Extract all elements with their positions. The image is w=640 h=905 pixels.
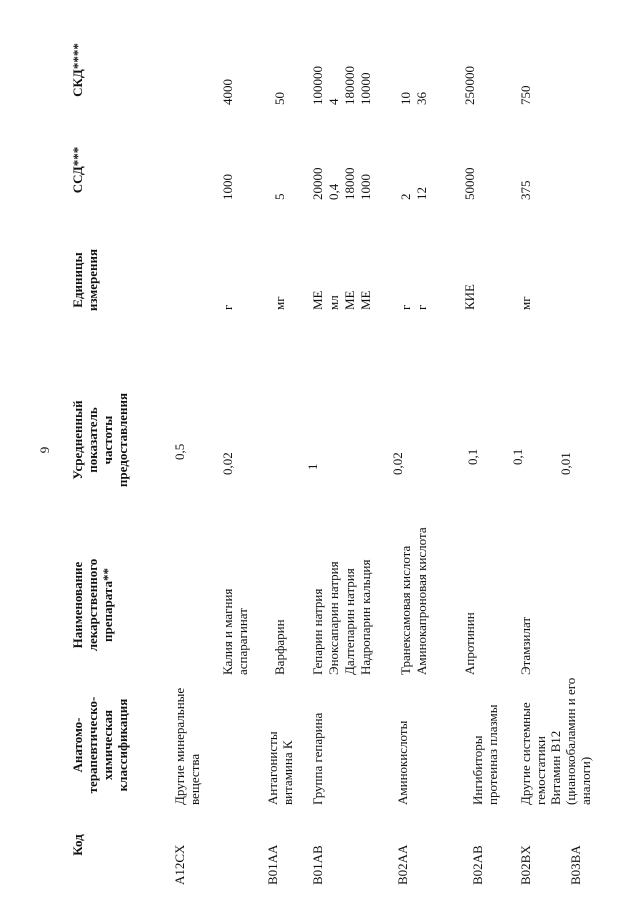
drug-unit: МЕ: [342, 290, 357, 310]
drug-name: Варфарин: [272, 619, 287, 675]
header-ssd: ССД***: [70, 146, 85, 194]
drug-skd: 4000: [220, 79, 235, 105]
drug-skd: 50: [272, 92, 287, 105]
row-code: B02AA: [395, 844, 410, 885]
drug-name: Далтепарин натрия: [342, 568, 357, 675]
row-code: B03BA: [568, 845, 583, 885]
drug-ssd: 2: [398, 193, 413, 200]
drug-name: Эноксапарин натрия: [326, 561, 341, 675]
header-units: Единицы измерения: [70, 248, 100, 312]
drug-ssd: 50000: [462, 167, 477, 200]
drug-ssd: 5: [272, 193, 287, 200]
row-freq: 0,02: [390, 452, 405, 475]
drug-ssd: 375: [518, 180, 533, 200]
header-code: Код: [70, 834, 85, 856]
drug-skd: 180000: [342, 66, 357, 105]
drug-skd: 750: [518, 85, 533, 105]
drug-skd: 250000: [462, 66, 477, 105]
drug-freq: 0,01: [558, 452, 573, 475]
drug-unit: г: [414, 304, 429, 310]
row-freq: 0,1: [510, 448, 525, 465]
drug-skd: 10: [398, 92, 413, 105]
drug-unit: г: [398, 304, 413, 310]
drug-name: Апротинин: [462, 612, 477, 675]
row-atc: Витамин B12 (цианокобаламин и его аналоги): [548, 677, 593, 805]
row-code: B01AA: [265, 844, 280, 885]
drug-name: Этамзилат: [518, 616, 533, 675]
header-atc: Анатомо-терапевтическо-химическая классификация: [70, 696, 130, 794]
header-freq: Усредненный показатель частоты предоставления: [70, 392, 130, 488]
drug-name: Гепарин натрия: [310, 588, 325, 675]
drug-skd: 10000: [358, 72, 373, 105]
drug-ssd: 1000: [358, 174, 373, 200]
drug-name: Транексамовая кислота: [398, 545, 413, 675]
row-atc: Другие системные гемостатики: [518, 702, 548, 805]
row-atc: Группа гепарина: [310, 712, 325, 805]
row-freq: 0,1: [465, 448, 480, 465]
header-skd: СКД****: [70, 43, 85, 97]
row-freq: 1: [305, 463, 320, 470]
drug-unit: МЕ: [358, 290, 373, 310]
drug-unit: мг: [272, 296, 287, 310]
drug-name: Калия и магния аспарагинат: [220, 588, 250, 675]
row-freq: 0,5: [172, 443, 187, 460]
drug-skd: 100000: [310, 66, 325, 105]
drug-unit: КИЕ: [462, 284, 477, 310]
drug-unit: МЕ: [310, 290, 325, 310]
drug-ssd: 12: [414, 187, 429, 200]
page-number: 9: [37, 446, 52, 454]
drug-ssd: 18000: [342, 167, 357, 200]
drug-ssd: 1000: [220, 174, 235, 200]
drug-unit: мл: [326, 295, 341, 310]
drug-freq: 0,02: [220, 452, 235, 475]
row-code: B02BX: [518, 845, 533, 885]
drug-name: Аминокапроновая кислота: [414, 527, 429, 675]
drug-name: Надропарин кальция: [358, 559, 373, 675]
row-code: B02AB: [470, 845, 485, 885]
header-drug: Наименование лекарственного препарата**: [70, 558, 115, 652]
rotated-table: [70, 35, 593, 885]
drug-unit: г: [220, 304, 235, 310]
row-atc: Ингибиторы протеиназ плазмы: [470, 704, 500, 805]
row-atc: Антагонисты витамина К: [265, 731, 295, 805]
drug-skd: 4: [326, 98, 341, 105]
row-atc: Аминокислоты: [395, 720, 410, 805]
row-code: A12CX: [172, 844, 187, 885]
drug-ssd: 20000: [310, 167, 325, 200]
drug-unit: мг: [518, 296, 533, 310]
drug-ssd: 0,4: [326, 183, 341, 200]
row-atc: Другие минеральные вещества: [172, 687, 202, 805]
row-code: B01AB: [310, 845, 325, 885]
drug-skd: 36: [414, 92, 429, 105]
